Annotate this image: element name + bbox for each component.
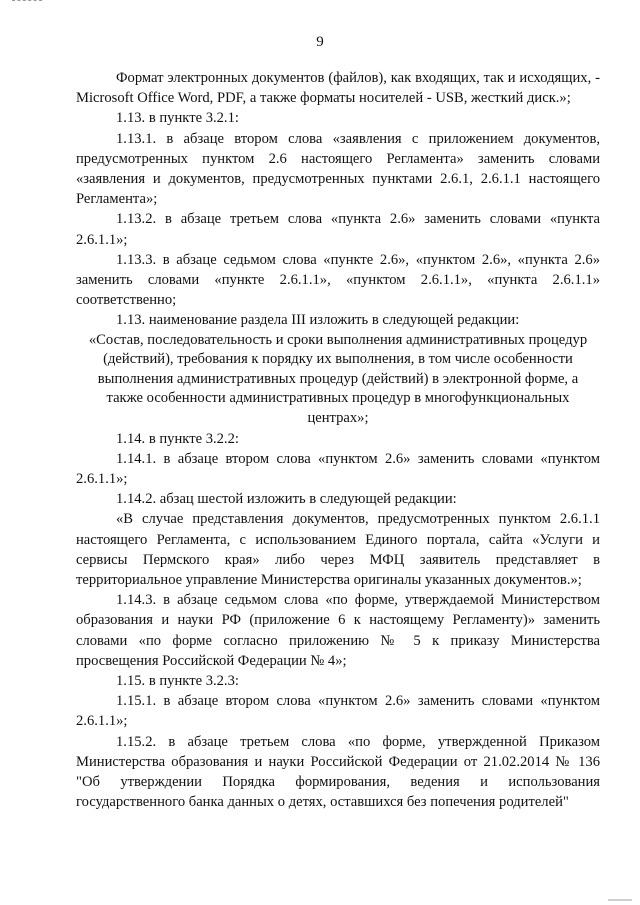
document-body <box>76 68 600 812</box>
quoted-section-title: «Состав, последовательность и сроки выполнения административных процедур (действий), требования к порядку их выполнения, в том числе особенности выполнения административных процедур (действий) в электронной форме, а также особенности административных процедур в многофункциональных центрах»; <box>88 331 588 427</box>
paragraph-1-14: 1.14. в пункте 3.2.2: <box>116 430 239 447</box>
paragraph-1-15-2: 1.15.2. в абзаце третьем слова «по форме, утвержденной Приказом Министерства образования и науки Российской Федерации от 21.02.2014 № 136 "Об утверждении Порядка формирования, ведения и использования государственного банка данных о детях, оставшихся без попечения родителей" <box>76 733 600 811</box>
paragraph-1-14-3: 1.14.3. в абзаце седьмом слова «по форме, утверждаемой Министерством образования и науки РФ (приложение 6 к настоящему Регламенту)» заменить словами «по форме согласно приложению № 5 к приказу Министерства просвещения Российской Федерации № 4»; <box>76 592 600 669</box>
scan-edge-mark <box>12 0 42 1</box>
paragraph-1-15: 1.15. в пункте 3.2.3: <box>116 673 239 690</box>
paragraph-1-13-1: 1.13.1. в абзаце втором слова «заявления с приложением документов, предусмотренных пунктом 2.6 настоящего Регламента» заменить словами «заявления и документов, предусмотренных пунктами 2.6.1, 2.6.1.1 настоящего Регламента»; <box>76 130 600 208</box>
paragraph-1-14-2-quote: «В случае представления документов, предусмотренных пунктом 2.6.1.1 настоящего Регламента, с использованием Единого портала, сайта «Услуги и сервисы Пермского края» либо через МФЦ заявитель представляет в территориальное управление Министерства оригиналы указанных документов.»; <box>76 511 600 589</box>
paragraph-1-15-1: 1.15.1. в абзаце втором слова «пунктом 2.6» заменить словами «пунктом 2.6.1.1»; <box>76 693 600 730</box>
page-number: 9 <box>316 34 324 50</box>
paragraph-1-13-3: 1.13.3. в абзаце седьмом слова «пункте 2.6», «пунктом 2.6», «пункта 2.6» заменить словами «пункте 2.6.1.1», «пунктом 2.6.1.1», «пункта 2.6.1.1» соответственно; <box>76 251 600 309</box>
scan-corner-speck <box>608 899 632 901</box>
paragraph-file-formats: Формат электронных документов (файлов), как входящих, так и исходящих, - Microsoft Office Word, PDF, а также форматы носителей - USB, жесткий диск.»; <box>76 70 600 107</box>
paragraph-1-14-2: 1.14.2. абзац шестой изложить в следующей редакции: <box>116 491 457 508</box>
paragraph-1-13-section-title: 1.13. наименование раздела III изложить в следующей редакции: <box>116 312 520 329</box>
paragraph-1-14-1: 1.14.1. в абзаце втором слова «пунктом 2.6» заменить словами «пунктом 2.6.1.1»; <box>76 450 600 488</box>
paragraph-1-13: 1.13. в пункте 3.2.1: <box>116 110 239 127</box>
paragraph-1-13-2: 1.13.2. в абзаце третьем слова «пункта 2.6» заменить словами «пункта 2.6.1.1»; <box>76 211 600 248</box>
